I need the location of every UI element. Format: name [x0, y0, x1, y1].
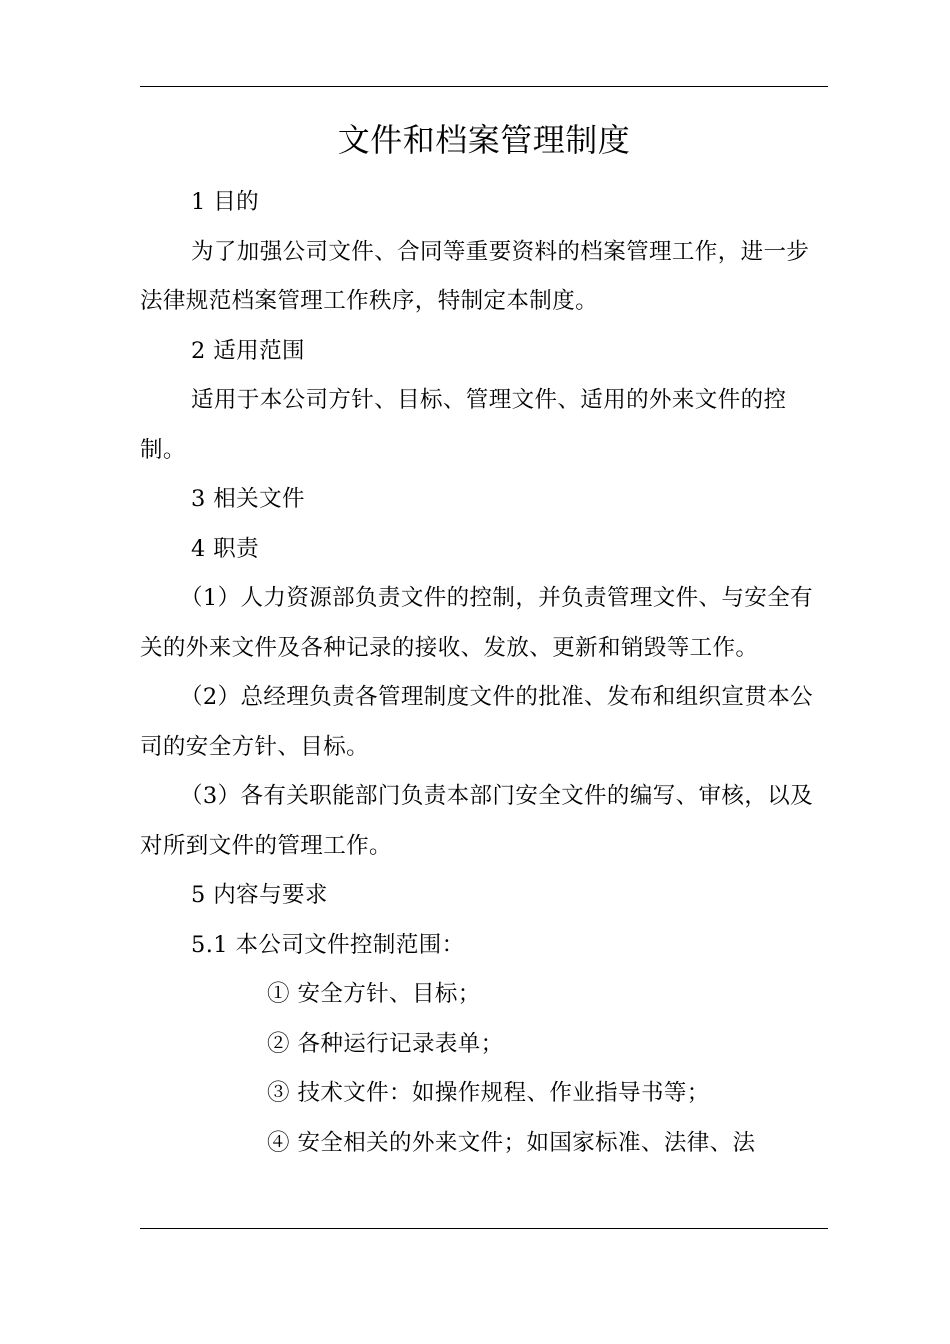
section-heading-related-documents: 3 相关文件: [191, 486, 305, 512]
footer-rule: [140, 1228, 828, 1229]
list-item: ② 各种运行记录表单；: [267, 1030, 504, 1057]
document-body: [140, 178, 830, 1168]
paragraph-responsibility-2: （2）总经理负责各管理制度文件的批准、发布和组织宣贯本公司的安全方针、目标。: [140, 684, 814, 760]
section-heading-content-requirements: 5 内容与要求: [191, 882, 328, 908]
paragraph-responsibility-1: （1）人力资源部负责文件的控制，并负责管理文件、与安全有关的外来文件及各种记录的接收、发放、更新和销毁等工作。: [140, 585, 814, 661]
section-heading-scope: 2 适用范围: [191, 337, 305, 364]
document-title: 文件和档案管理制度: [337, 121, 631, 159]
list-item: ③ 技术文件：如操作规程、作业指导书等；: [267, 1080, 710, 1106]
paragraph-scope: 适用于本公司方针、目标、管理文件、适用的外来文件的控制。: [140, 387, 787, 463]
list-item: ① 安全方针、目标；: [267, 981, 481, 1007]
subsection-heading-control-scope: 5.1 本公司文件控制范围：: [191, 931, 465, 958]
header-rule: [140, 86, 828, 87]
paragraph-purpose: 为了加强公司文件、合同等重要资料的档案管理工作，进一步法律规范档案管理工作秩序，特制定本制度。: [140, 238, 810, 314]
section-heading-purpose: 1 目的: [191, 189, 260, 215]
section-heading-responsibilities: 4 职责: [191, 535, 260, 562]
paragraph-responsibility-3: （3）各有关职能部门负责本部门安全文件的编写、审核，以及对所到文件的管理工作。: [140, 783, 814, 859]
list-item: ④ 安全相关的外来文件；如国家标准、法律、法: [267, 1129, 756, 1156]
